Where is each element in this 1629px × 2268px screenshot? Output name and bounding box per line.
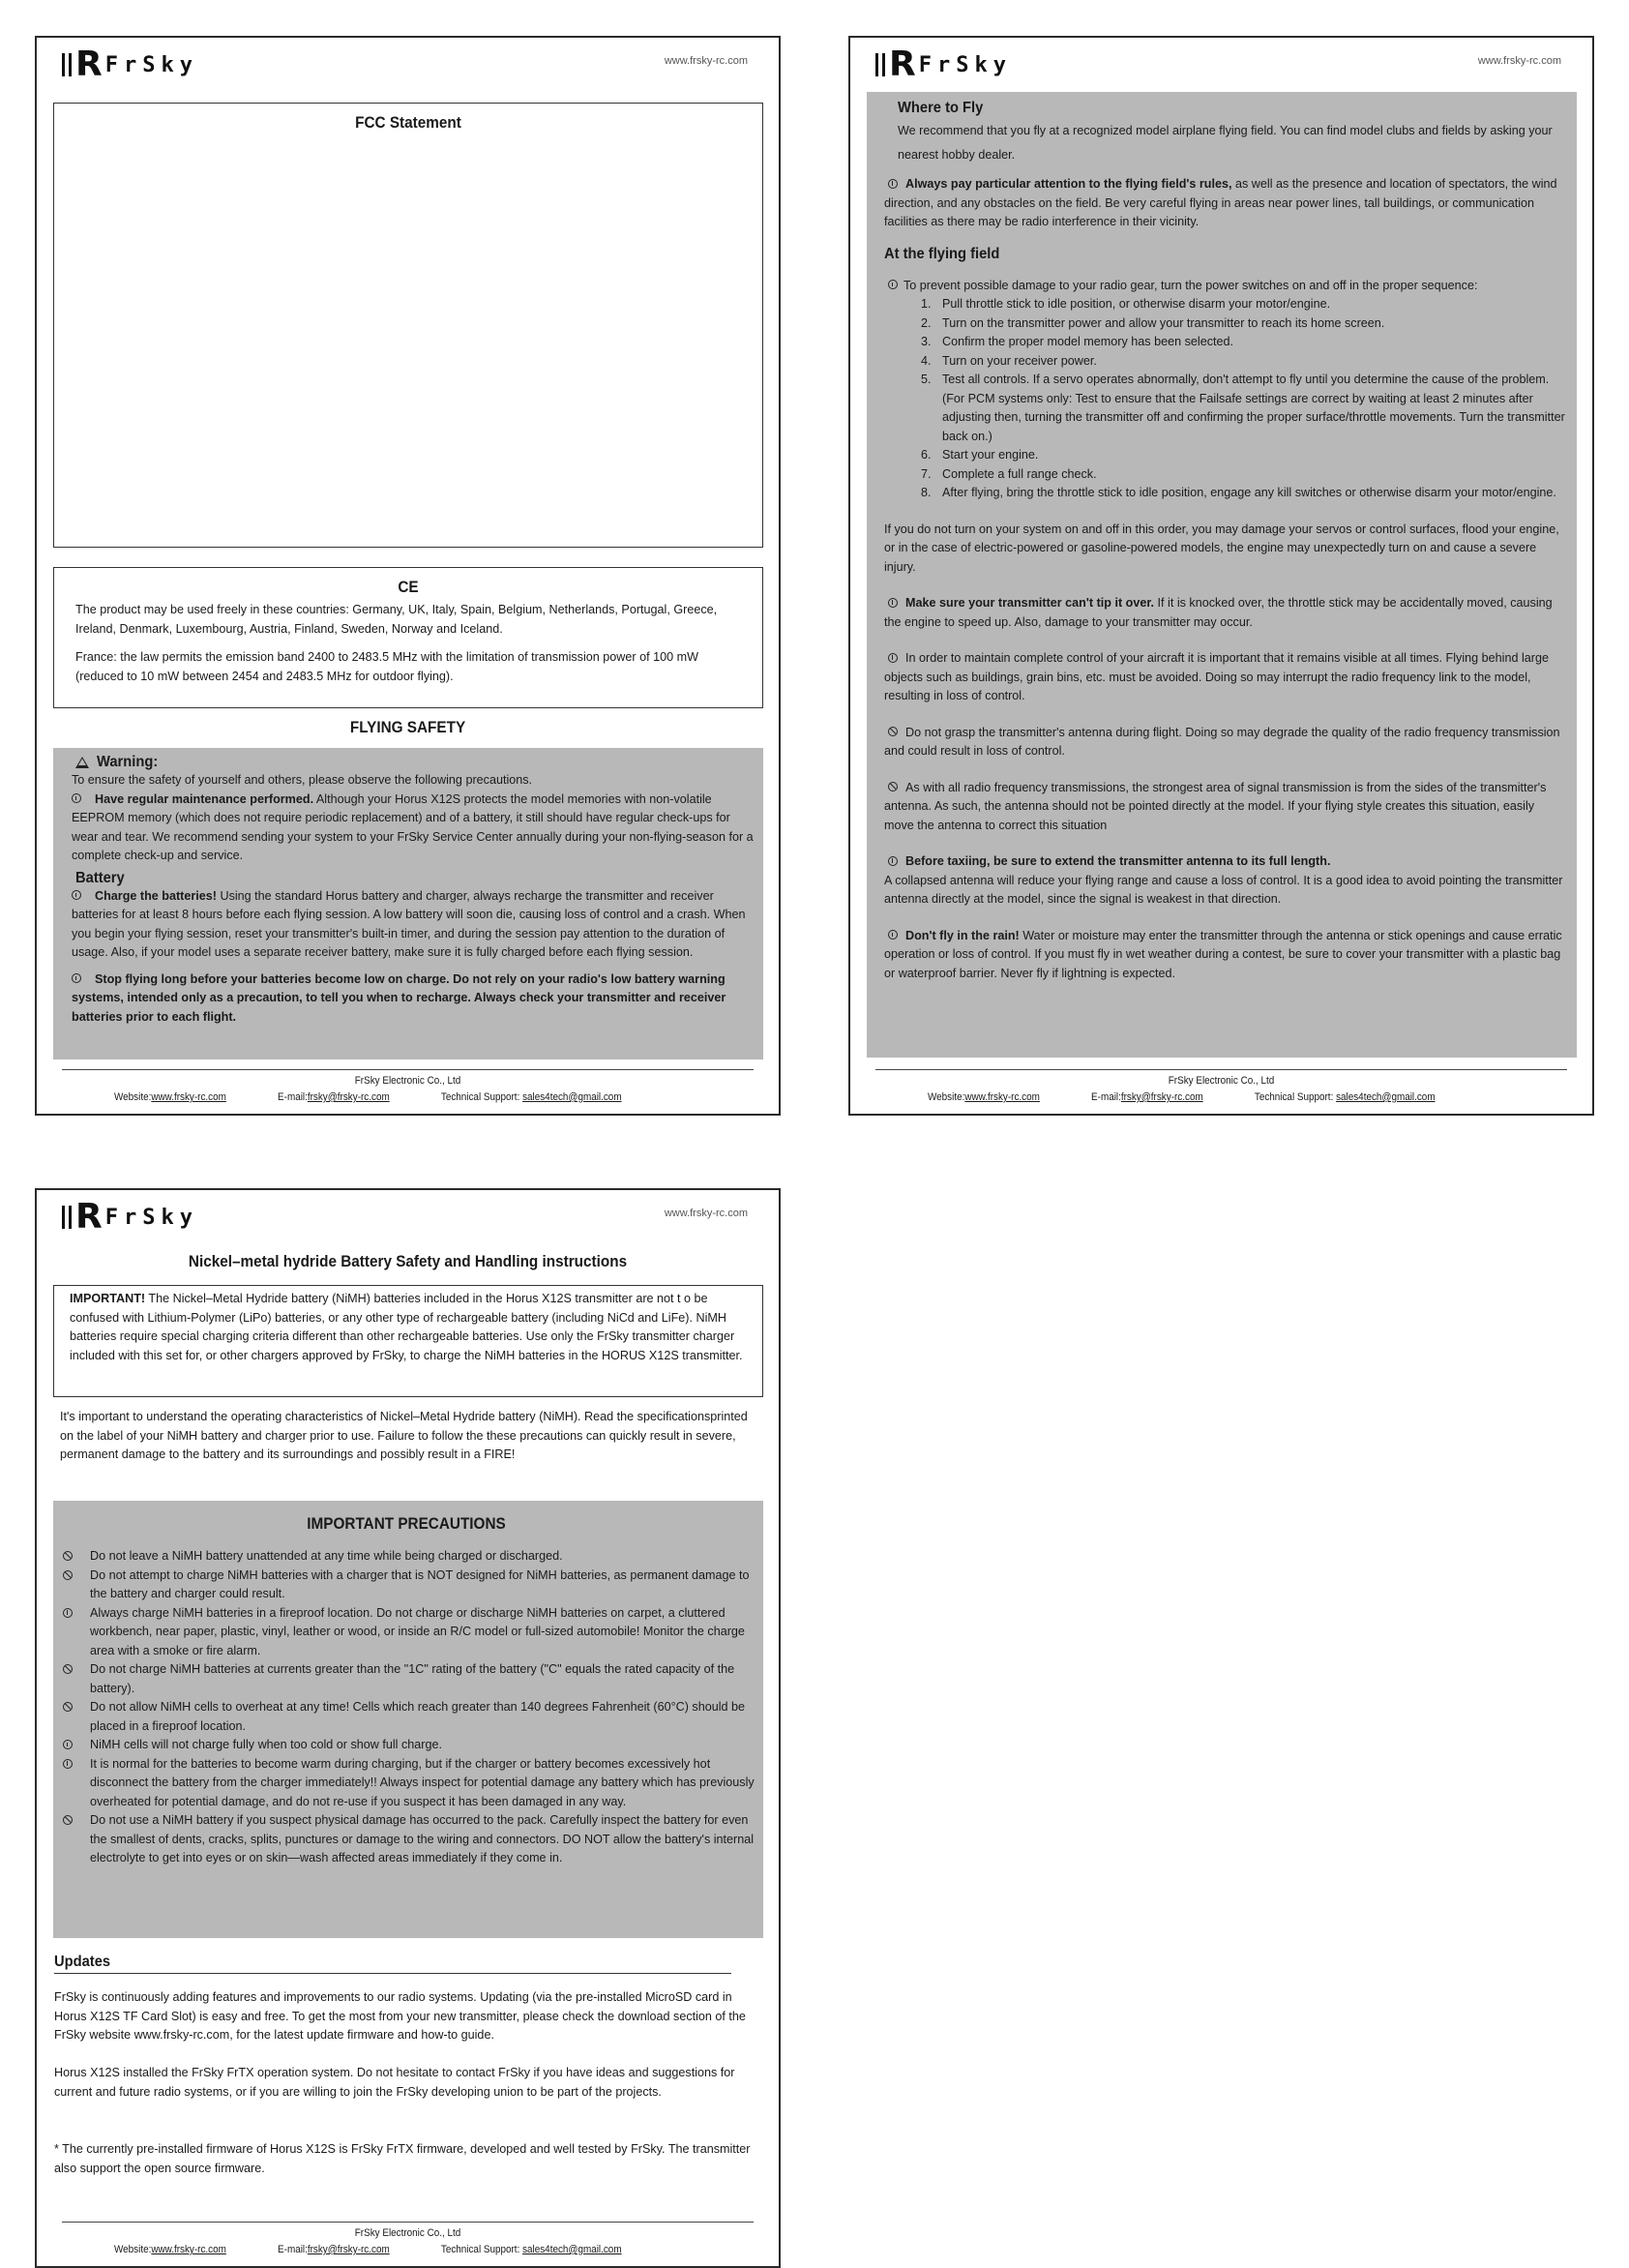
list-item: Do not attempt to charge NiMH batteries with a charger that is NOT designed for NiMH batteries, as permanent damage to the battery and charger could result.	[53, 1567, 759, 1604]
info-icon	[72, 890, 81, 900]
prohibit-icon	[63, 1815, 73, 1825]
list-item: Do not allow NiMH cells to overheat at any time! Cells which reach greater than 140 degrees Fahrenheit (60°C) should be placed in a fireproof location.	[53, 1698, 759, 1736]
order-warning: If you do not turn on your system on and off in this order, you may damage your servos or control surfaces, flood your engine, or in the case of electric-powered or gasoline-powered models, the engine may unexpectedly turn on and cause a severe injury.	[884, 522, 1559, 574]
footer-email-link[interactable]: frsky@frsky-rc.com	[1120, 1091, 1203, 1103]
important-box	[53, 1285, 763, 1397]
info-icon	[888, 930, 898, 940]
footer-rule	[62, 1069, 754, 1070]
footer-website-link[interactable]: www.frsky-rc.com	[151, 2244, 226, 2255]
fcc-box	[53, 103, 763, 548]
precautions-list	[53, 1547, 759, 1868]
footer-support-link[interactable]: sales4tech@gmail.com	[522, 1091, 622, 1103]
info-icon	[63, 1740, 73, 1749]
prohibit-icon	[63, 1551, 73, 1561]
info-icon	[888, 179, 898, 189]
updates-text-2: Horus X12S installed the FrSky FrTX operation system. Do not hesitate to contact FrSky if you have ideas and suggestions for current and future radio systems, or if you are willing to join the FrSky developing union to be part of the projects.	[54, 2066, 735, 2099]
flying-field-panel	[867, 92, 1577, 1058]
list-item: Always charge NiMH batteries in a fireproof location. Do not charge or discharge NiMH batteries on carpet, a cluttered workbench, near paper, plastic, vinyl, leather or wood, or inside an R/C model or full-sized automobile! Monitor the charge area with a smoke or fire alarm.	[53, 1604, 759, 1661]
prohibit-icon	[63, 1570, 73, 1580]
page-where-to-fly	[848, 36, 1594, 1116]
footer-rule	[62, 2222, 754, 2223]
at-field-heading: At the flying field	[884, 245, 1000, 262]
sequence-intro: To prevent possible damage to your radio gear, turn the power switches on and off in the proper sequence:	[884, 277, 1567, 296]
fcc-title: FCC Statement	[355, 113, 461, 132]
info-icon	[888, 653, 898, 663]
footer-company: FrSky Electronic Co., Ltd	[354, 2227, 461, 2239]
list-item: Do not leave a NiMH battery unattended at any time while being charged or discharged.	[53, 1547, 759, 1567]
power-sequence-list	[884, 295, 1567, 503]
footer-support-link[interactable]: sales4tech@gmail.com	[1336, 1091, 1436, 1103]
precautions-title: IMPORTANT PRECAUTIONS	[307, 1514, 506, 1533]
where-to-fly-heading: Where to Fly	[898, 100, 984, 116]
footer-company: FrSky Electronic Co., Ltd	[1168, 1075, 1275, 1087]
tip-over-text: Make sure your transmitter can't tip it over. If it is knocked over, the throttle stick may be accidentally moved, causing the engine to speed up. Also, damage to your transmitter may occur.	[884, 596, 1553, 629]
charge-text: Charge the batteries! Using the standard Horus battery and charger, always recharge the transmitter and receiver batteries for at least 8 hours before each flying session. A low battery will soon die, causing loss of control and a crash. When you begin your flying session, reset your transmitter's built-in timer, and during the session pay attention to the duration of usage. Also, if your model uses a separate receiver battery, make sure it is fully charged before each flying session.	[72, 888, 746, 959]
flying-safety-title: FLYING SAFETY	[349, 718, 466, 736]
prohibit-icon	[888, 782, 898, 791]
list-item: 4. Turn on your receiver power.	[934, 352, 1567, 372]
list-item: 7. Complete a full range check.	[934, 465, 1567, 485]
list-item: NiMH cells will not charge fully when too cold or show full charge.	[53, 1736, 759, 1755]
footer-contacts: Website:www.frsky-rc.com E-mail:frsky@frsky-rc.com Technical Support: sales4tech@gmail.com	[114, 2244, 622, 2255]
rain-text: Don't fly in the rain! Water or moisture may enter the transmitter through the antenna or stick openings and cause erratic operation or loss of control. If you must fly in wet weather during a contest, be sure to cover your transmitter with a plastic bag or waterproof barrier. Never fly if lightning is expected.	[884, 928, 1562, 980]
list-item: Do not charge NiMH batteries at currents greater than the "1C" rating of the battery ("C" equals the rated capacity of the battery).	[53, 1660, 759, 1698]
footer-email-link[interactable]: frsky@frsky-rc.com	[307, 1091, 390, 1103]
prohibit-icon	[63, 1664, 73, 1674]
footer-rule	[875, 1069, 1567, 1070]
footer-company: FrSky Electronic Co., Ltd	[354, 1075, 461, 1087]
info-icon	[72, 973, 81, 983]
footer-email-link[interactable]: frsky@frsky-rc.com	[307, 2244, 390, 2255]
footer-support-link[interactable]: sales4tech@gmail.com	[522, 2244, 622, 2255]
list-item: It is normal for the batteries to become warm during charging, but if the charger or battery becomes excessively hot disconnect the battery from the charger immediately!! Always inspect for potential damage any battery which has previously overheated for potential damage, and do not re-use if you suspect it has been damaged in any way.	[53, 1755, 759, 1812]
visibility-text: In order to maintain complete control of your aircraft it is important that it remains visible at all times. Flying behind large objects such as buildings, grain bins, etc. must be avoided. Doing so may interrupt the radio frequency link to the model, resulting in loss of control.	[884, 651, 1549, 702]
warning-heading: Warning:	[75, 754, 755, 771]
footer-website-link[interactable]: www.frsky-rc.com	[151, 1091, 226, 1103]
info-icon	[888, 856, 898, 866]
info-icon	[888, 598, 898, 608]
prohibit-icon	[63, 1702, 73, 1712]
footer-website-link[interactable]: www.frsky-rc.com	[964, 1091, 1040, 1103]
list-item: 6. Start your engine.	[934, 446, 1567, 465]
ce-title: CE	[398, 578, 419, 596]
frsky-logo: R FrSky	[875, 49, 1012, 80]
header-url: www.frsky-rc.com	[664, 55, 748, 67]
field-rules-text: Always pay particular attention to the flying field's rules, as well as the presence and location of spectators, the wind direction, and any obstacles on the field. Be very careful flying in areas near power lines, tall buildings, or communication facilities as there may be radio interference in their vicinity.	[884, 177, 1557, 228]
where-to-fly-text: We recommend that you fly at a recognized model airplane flying field. You can find model clubs and fields by asking your nearest hobby dealer.	[898, 124, 1553, 162]
list-item: 2. Turn on the transmitter power and allow your transmitter to reach its home screen.	[934, 314, 1567, 334]
list-item: 8. After flying, bring the throttle stick to idle position, engage any kill switches or otherwise disarm your motor/engine.	[934, 484, 1567, 503]
list-item: 1. Pull throttle stick to idle position, or otherwise disarm your motor/engine.	[934, 295, 1567, 314]
updates-heading: Updates	[54, 1954, 731, 1974]
list-item: Do not use a NiMH battery if you suspect physical damage has occurred to the pack. Carefully inspect the battery for even the smallest of dents, cracks, splits, punctures or damage to the wiring and connectors. DO NOT allow the battery's internal electrolyte to get into eyes or on skin—wash affected areas immediately if they come in.	[53, 1811, 759, 1868]
info-icon	[72, 793, 81, 803]
maintenance-text: Have regular maintenance performed. Although your Horus X12S protects the model memories with non-volatile EEPROM memory (which does not require periodic replacement) and of a battery, it still should have regular check-ups for wear and tear. We recommend sending your system to your FrSky Service Center annually during your non-flying-season for a complete check-up and service.	[72, 791, 754, 862]
updates-text-1: FrSky is continuously adding features and improvements to our radio systems. Updating (via the pre-installed MicroSD card in Horus X12S TF Card Slot) is easy and free. To get the most from your new transmitter, please check the download section of the FrSky website www.frsky-rc.com, for the latest update firmware and how-to guide.	[54, 1990, 746, 2042]
ce-box	[53, 567, 763, 708]
list-item: 3. Confirm the proper model memory has been selected.	[934, 333, 1567, 352]
prohibit-icon	[888, 727, 898, 736]
header-url: www.frsky-rc.com	[1477, 55, 1561, 67]
nimh-title: Nickel–metal hydride Battery Safety and Handling instructions	[188, 1252, 628, 1270]
list-item: 5. Test all controls. If a servo operates abnormally, don't attempt to fly until you determine the cause of the problem. (For PCM systems only: Test to ensure that the Failsafe settings are correct by waiting at least 2 minutes after adjusting then, turning the transmitter off and confirming the proper surface/throttle movements. Turn the transmitter back on.)	[934, 371, 1567, 446]
footer-contacts: Website:www.frsky-rc.com E-mail:frsky@frsky-rc.com Technical Support: sales4tech@gmail.com	[928, 1091, 1436, 1103]
warning-panel	[53, 748, 763, 1059]
important-text: IMPORTANT! The Nickel–Metal Hydride battery (NiMH) batteries included in the Horus X12S transmitter are not t o be confused with Lithium-Polymer (LiPo) batteries, or any other type of rechargeable battery (including NiCd and LiFe). NiMH batteries require special charging criteria different than other rechargeable batteries. Use only the FrSky transmitter charger included with this set for, or other chargers approved by FrSky, to charge the NiMH batteries in the HORUS X12S transmitter.	[70, 1292, 743, 1362]
taxiing-text: Before taxiing, be sure to extend the transmitter antenna to its full length. A collapsed antenna will reduce your flying range and cause a loss of control. It is a good idea to avoid pointing the transmitter antenna directly at the model, since the signal is weakest in that direction.	[884, 854, 1563, 906]
precautions-panel	[53, 1501, 763, 1938]
battery-heading: Battery	[75, 869, 125, 886]
info-icon	[888, 280, 898, 289]
ce-countries: The product may be used freely in these countries: Germany, UK, Italy, Spain, Belgium, Netherlands, Portugal, Greece, Ireland, Denmark, Luxembourg, Austria, Finland, Sweden, Norway and Iceland.	[75, 603, 718, 636]
info-icon	[63, 1759, 73, 1769]
ce-france: France: the law permits the emission band 2400 to 2483.5 MHz with the limitation of transmission power of 100 mW (reduced to 10 mW between 2454 and 2483.5 MHz for outdoor flying).	[75, 650, 698, 683]
frsky-logo: R FrSky	[62, 1202, 198, 1233]
info-icon	[63, 1608, 73, 1618]
page-nimh-battery	[35, 1188, 781, 2268]
signal-text: As with all radio frequency transmissions, the strongest area of signal transmission is from the sides of the transmitter's antenna. As such, the antenna should not be pointed directly at the model. If your flying style creates this situation, easily move the antenna to correct this situation	[884, 780, 1547, 832]
frsky-logo: R FrSky	[62, 49, 198, 80]
warning-triangle-icon	[75, 757, 89, 768]
header-url: www.frsky-rc.com	[664, 1208, 748, 1219]
grasp-antenna-text: Do not grasp the transmitter's antenna during flight. Doing so may degrade the quality of the radio frequency transmission and could result in loss of control.	[884, 725, 1560, 758]
footer-contacts: Website:www.frsky-rc.com E-mail:frsky@frsky-rc.com Technical Support: sales4tech@gmail.com	[114, 1091, 622, 1103]
firmware-note: * The currently pre-installed firmware of Horus X12S is FrSky FrTX firmware, developed and well tested by FrSky. The transmitter also support the open source firmware.	[54, 2142, 751, 2175]
stop-flying-text: Stop flying long before your batteries become low on charge. Do not rely on your radio's low battery warning systems, intended only as a precaution, to tell you when to recharge. Always check your transmitter and receiver batteries prior to each flight.	[72, 971, 726, 1024]
page-fcc-ce-flying-safety	[35, 36, 781, 1116]
warning-intro: To ensure the safety of yourself and others, please observe the following precautions.	[72, 773, 533, 787]
nimh-intro: It's important to understand the operating characteristics of Nickel–Metal Hydride battery (NiMH). Read the specificationsprinted on the label of your NiMH battery and charger prior to use. Failure to follow the these precautions can quickly result in severe, permanent damage to the battery and its surroundings and possibly result in a FIRE!	[60, 1410, 748, 1461]
